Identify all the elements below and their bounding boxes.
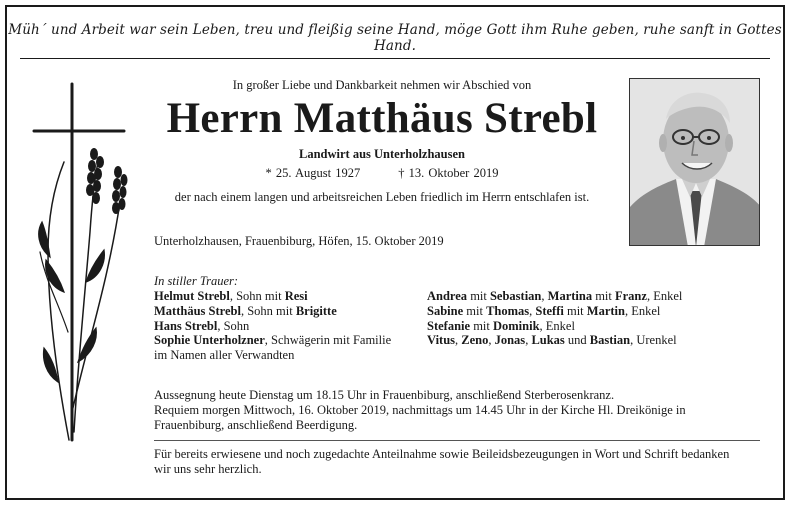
- portrait-photo: [629, 78, 760, 246]
- service-line-1: Aussegnung heute Dienstag um 18.15 Uhr in Frauenbiburg, anschließend Sterberosenkranz.: [154, 388, 615, 402]
- portrait-image: [630, 79, 760, 246]
- occupation: Landwirt aus Unterholzhausen: [299, 147, 465, 161]
- service-line-2: Requiem morgen Mittwoch, 16. Oktober 2019, nachmittags um 14.45 Uhr in der Kirche Hl. Dreikönige in: [154, 403, 686, 417]
- mourners-right: [427, 289, 767, 348]
- mourner-line: Hans Strebl, Sohn: [154, 318, 250, 333]
- mourner-line: Sophie Unterholzner, Schwägerin mit Familie: [154, 333, 392, 348]
- service-info: [154, 388, 760, 433]
- motto: Müh´ und Arbeit war sein Leben, treu und fleißig seine Hand, möge Gott ihm Ruhe geben, ruhe sanft in Gottes Hand.: [8, 22, 782, 54]
- mourners-left: [154, 289, 424, 363]
- grandchildren-line: Andrea mit Sebastian, Martina mit Franz, Enkel: [427, 289, 683, 303]
- deceased-name: Herrn Matthäus Strebl: [166, 95, 598, 142]
- intro-text: In großer Liebe und Dankbarkeit nehmen wir Abschied von: [232, 78, 532, 92]
- life-dates: [152, 166, 612, 181]
- motto-divider: [20, 58, 770, 59]
- thanks-divider: [154, 440, 760, 441]
- birth-date: * 25. August 1927: [265, 166, 361, 180]
- thanks-line-1: Für bereits erwiesene und noch zugedachte Anteilnahme sowie Beileidsbezeugungen in Wort und Schrift bedanken: [154, 447, 730, 461]
- grandchildren-line: Sabine mit Thomas, Steffi mit Martin, Enkel: [427, 303, 661, 318]
- cross-wheat-icon: [28, 82, 128, 442]
- place-date: Unterholzhausen, Frauenbiburg, Höfen, 15. Oktober 2019: [154, 234, 444, 248]
- death-note: der nach einem langen und arbeitsreichen Leben friedlich im Herrn entschlafen ist.: [174, 190, 590, 204]
- mourner-line: Matthäus Strebl, Sohn mit Brigitte: [154, 303, 337, 318]
- service-line-3: Frauenbiburg, anschließend Beerdigung.: [154, 418, 358, 432]
- mourner-line: im Namen aller Verwandten: [154, 348, 295, 363]
- thanks-line-2: wir uns sehr herzlich.: [154, 462, 262, 476]
- mourner-line: Helmut Strebl, Sohn mit Resi: [154, 289, 308, 303]
- thanks-text: [154, 447, 760, 477]
- death-date: † 13. Oktober 2019: [398, 166, 499, 180]
- great-grandchildren-line: Vitus, Zeno, Jonas, Lukas und Bastian, Urenkel: [427, 333, 677, 348]
- grandchildren-line: Stefanie mit Dominik, Enkel: [427, 318, 575, 333]
- mourning-title: In stiller Trauer:: [154, 274, 239, 288]
